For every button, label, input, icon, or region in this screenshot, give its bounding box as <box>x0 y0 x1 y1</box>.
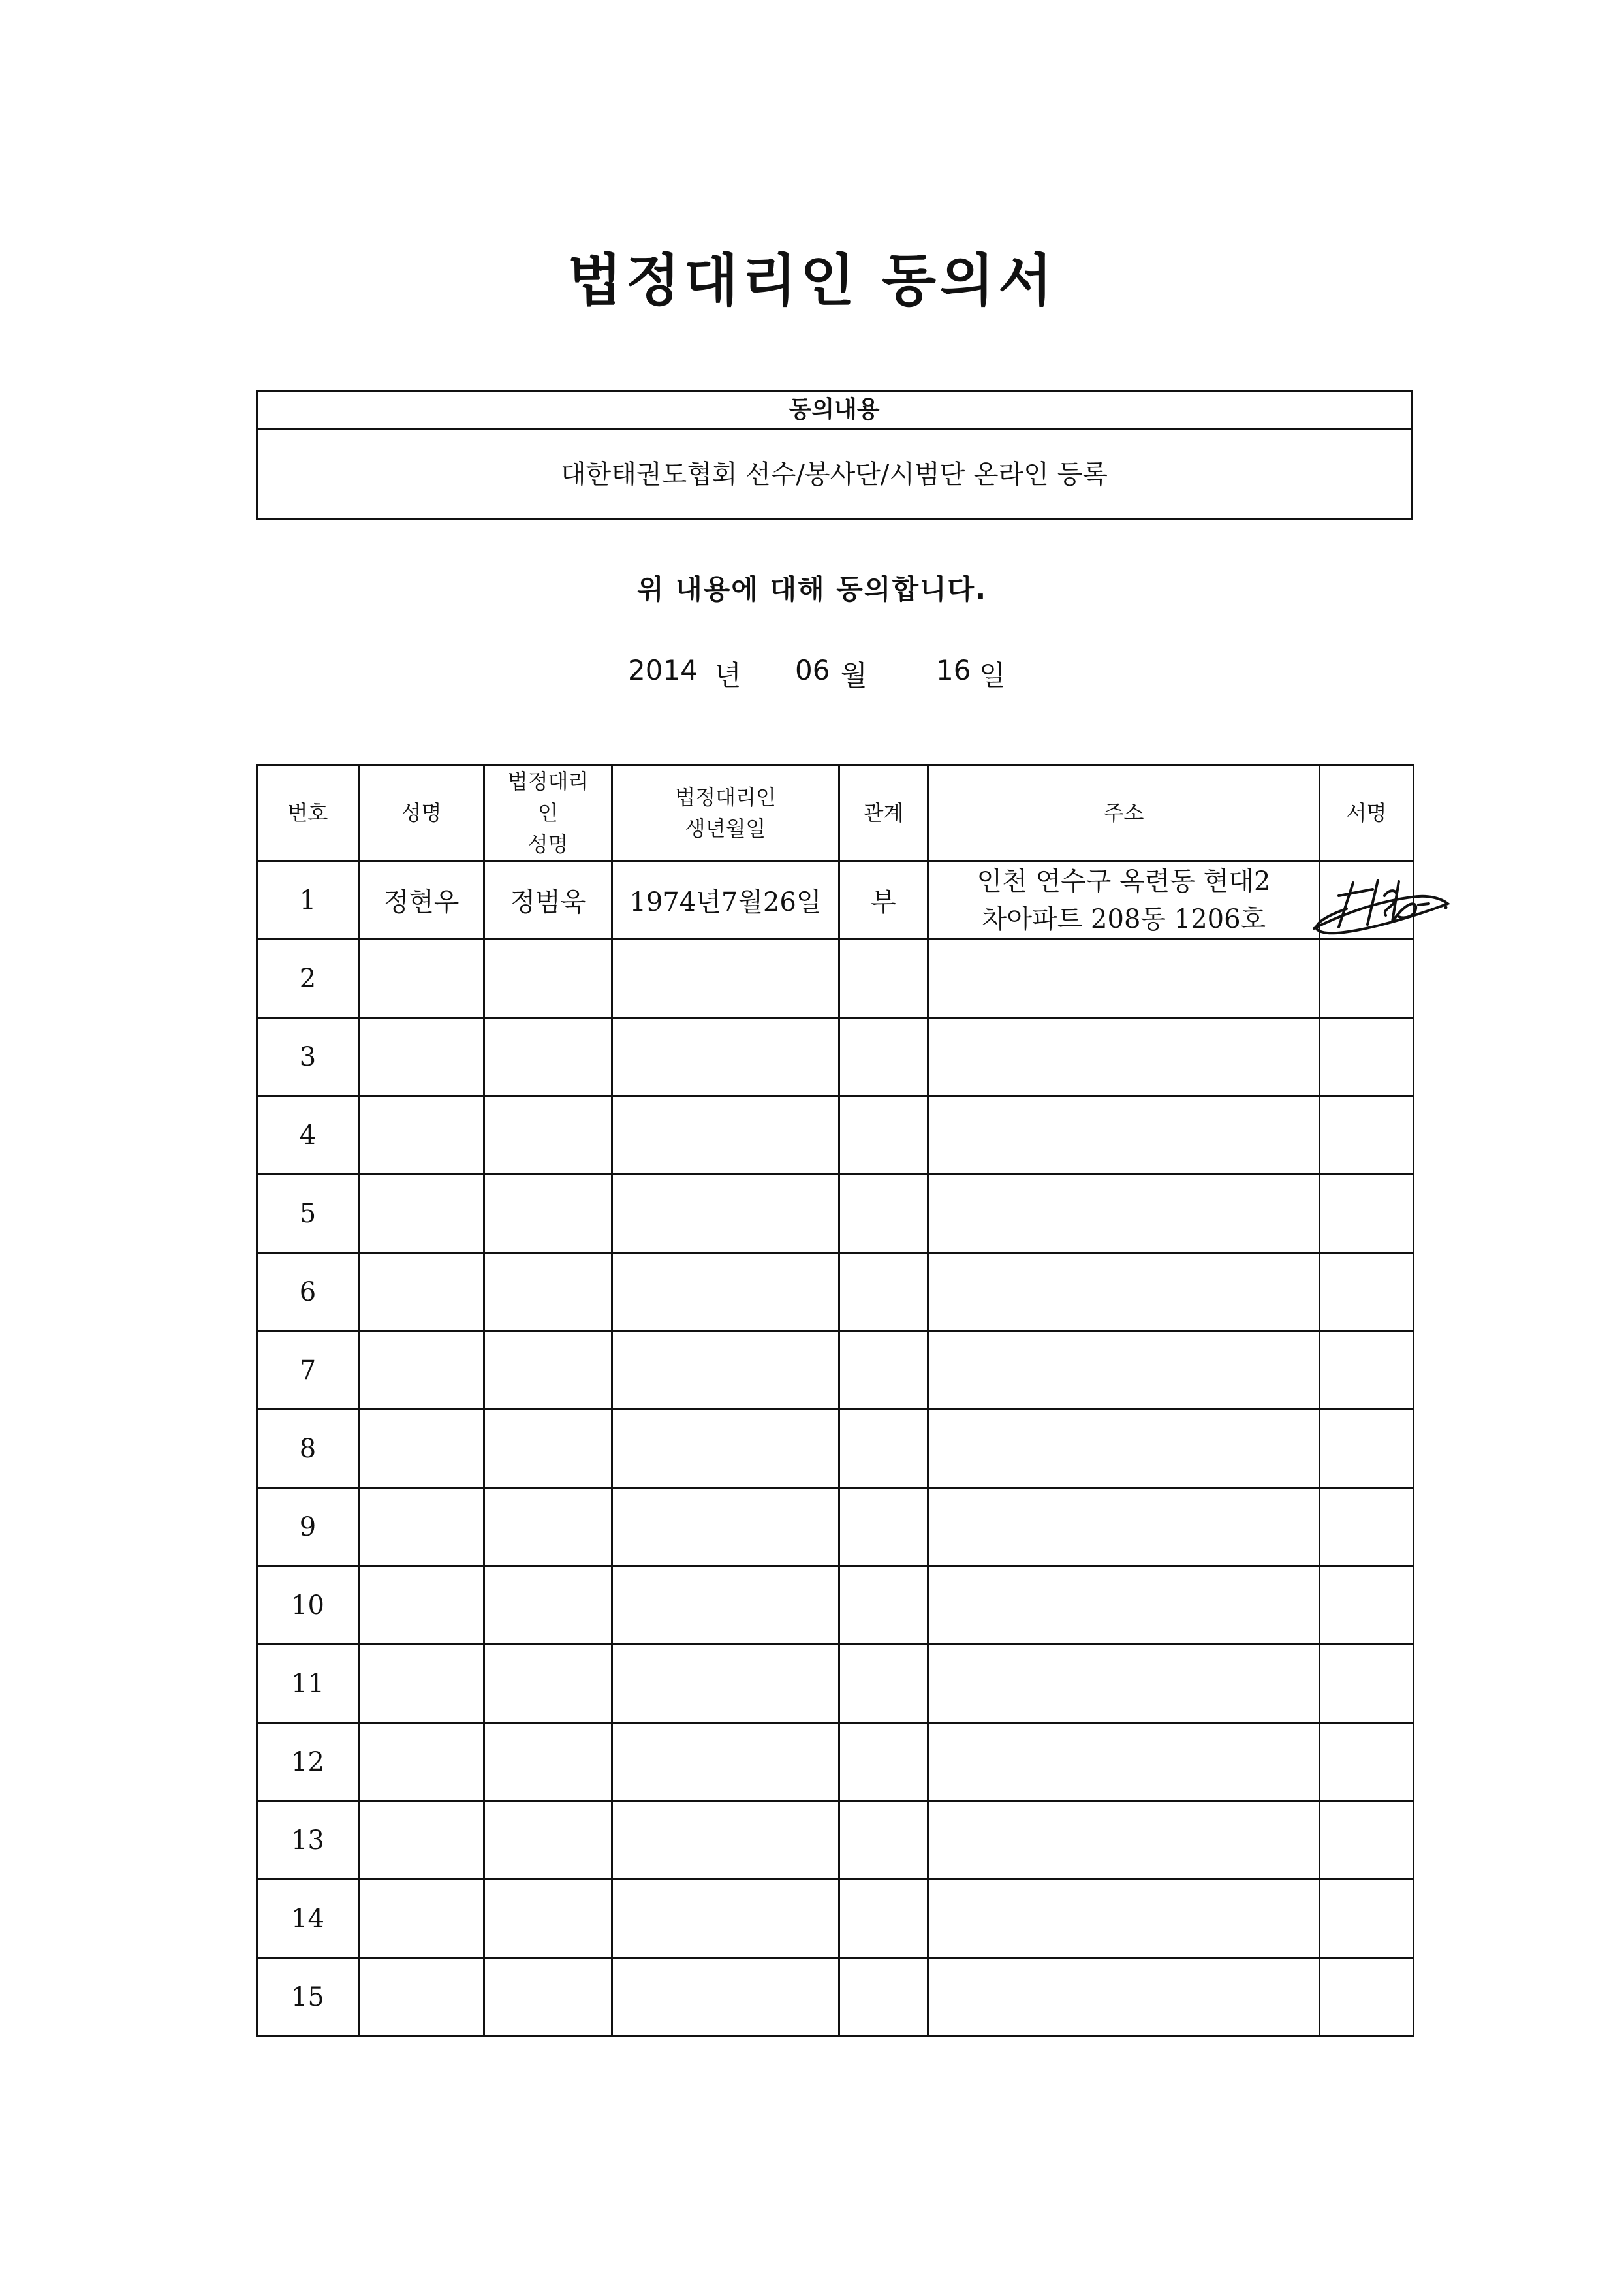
header-guardian-name-line1: 법정대리 <box>507 769 589 794</box>
date-year: 2014 <box>628 654 698 686</box>
table-row <box>257 1096 1414 1175</box>
cell-signature <box>1320 1958 1414 2036</box>
consent-body: 대한태권도협회 선수/봉사단/시범단 온라인 등록 <box>561 460 1108 490</box>
cell-name <box>359 1253 484 1331</box>
cell-address <box>928 1801 1320 1880</box>
cell-guardian-birth <box>612 1488 839 1566</box>
cell-signature <box>1320 1880 1414 1958</box>
cell-address <box>928 1331 1320 1410</box>
cell-address <box>928 1018 1320 1096</box>
cell-relation <box>839 1096 928 1175</box>
cell-name <box>359 1175 484 1253</box>
cell-name: 정현우 <box>359 861 484 940</box>
cell-relation <box>839 1880 928 1958</box>
cell-name <box>359 1488 484 1566</box>
date-day: 16 <box>936 654 971 686</box>
cell-address <box>928 1488 1320 1566</box>
table-row <box>257 1488 1414 1566</box>
table-row <box>257 1566 1414 1645</box>
cell-no: 1 <box>257 861 359 940</box>
cell-signature <box>1320 940 1414 1018</box>
cell-relation <box>839 1331 928 1410</box>
table-row <box>257 1723 1414 1801</box>
cell-name <box>359 1096 484 1175</box>
cell-relation <box>839 1645 928 1723</box>
cell-signature <box>1320 1645 1414 1723</box>
cell-guardian-name <box>484 1253 612 1331</box>
cell-guardian-birth <box>612 1880 839 1958</box>
cell-no: 6 <box>257 1253 359 1331</box>
cell-relation <box>839 1566 928 1645</box>
address-line2: 차아파트 208동 1206호 <box>981 904 1266 934</box>
cell-relation <box>839 1801 928 1880</box>
cell-guardian-birth <box>612 1801 839 1880</box>
cell-signature <box>1320 1801 1414 1880</box>
table-row <box>257 1331 1414 1410</box>
cell-guardian-name <box>484 1958 612 2036</box>
table-row <box>257 1880 1414 1958</box>
address-line1: 인천 연수구 옥련동 현대2 <box>976 866 1271 896</box>
cell-no: 7 <box>257 1331 359 1410</box>
cell-signature <box>1320 1018 1414 1096</box>
consent-header: 동의내용 <box>258 392 1411 430</box>
cell-relation <box>839 1488 928 1566</box>
header-guardian-name-line3: 성명 <box>527 832 569 857</box>
cell-guardian-birth <box>612 1096 839 1175</box>
cell-guardian-birth <box>612 1331 839 1410</box>
header-no: 번호 <box>257 765 359 861</box>
cell-guardian-name <box>484 940 612 1018</box>
cell-relation <box>839 1018 928 1096</box>
cell-no: 5 <box>257 1175 359 1253</box>
cell-no: 9 <box>257 1488 359 1566</box>
cell-name <box>359 1018 484 1096</box>
header-guardian-birth-line1: 법정대리인 <box>675 785 776 810</box>
cell-guardian-birth <box>612 1175 839 1253</box>
cell-guardian-name <box>484 1410 612 1488</box>
cell-guardian-birth <box>612 1566 839 1645</box>
cell-no: 14 <box>257 1880 359 1958</box>
agreement-statement: 위 내용에 대해 동의합니다. <box>636 573 988 605</box>
cell-guardian-name <box>484 1175 612 1253</box>
cell-address <box>928 1175 1320 1253</box>
cell-name <box>359 1880 484 1958</box>
table-row <box>257 1645 1414 1723</box>
cell-address <box>928 940 1320 1018</box>
cell-name <box>359 1801 484 1880</box>
cell-signature <box>1320 1488 1414 1566</box>
registration-table <box>256 764 1414 2037</box>
cell-address <box>928 1253 1320 1331</box>
table-header-row <box>257 765 1414 861</box>
table-row <box>257 1801 1414 1880</box>
table-row <box>257 1410 1414 1488</box>
cell-relation <box>839 1175 928 1253</box>
cell-no: 15 <box>257 1958 359 2036</box>
cell-name <box>359 1723 484 1801</box>
cell-signature <box>1320 1410 1414 1488</box>
cell-guardian-name <box>484 1880 612 1958</box>
cell-no: 12 <box>257 1723 359 1801</box>
table-row <box>257 1253 1414 1331</box>
cell-relation <box>839 1253 928 1331</box>
cell-signature <box>1320 1331 1414 1410</box>
cell-name <box>359 940 484 1018</box>
cell-no: 13 <box>257 1801 359 1880</box>
cell-name <box>359 1645 484 1723</box>
cell-guardian-name <box>484 1096 612 1175</box>
cell-no: 2 <box>257 940 359 1018</box>
date-month-unit: 월 <box>841 659 867 691</box>
cell-signature <box>1320 861 1414 940</box>
cell-guardian-birth <box>612 1018 839 1096</box>
cell-guardian-name: 정범욱 <box>484 861 612 940</box>
cell-address <box>928 1410 1320 1488</box>
cell-address <box>928 1723 1320 1801</box>
table-row <box>257 1958 1414 2036</box>
cell-guardian-birth <box>612 1253 839 1331</box>
cell-guardian-birth: 1974년7월26일 <box>612 861 839 940</box>
table-row <box>257 861 1414 940</box>
date-year-unit: 년 <box>715 659 742 691</box>
header-guardian-name-line2: 인 <box>538 800 558 825</box>
cell-guardian-name <box>484 1488 612 1566</box>
table-row <box>257 1175 1414 1253</box>
cell-guardian-name <box>484 1645 612 1723</box>
document-title: 법정대리인 동의서 <box>567 247 1057 313</box>
consent-box <box>256 390 1413 520</box>
cell-name <box>359 1566 484 1645</box>
cell-name <box>359 1410 484 1488</box>
cell-address <box>928 1958 1320 2036</box>
cell-no: 3 <box>257 1018 359 1096</box>
date-day-unit: 일 <box>979 659 1006 691</box>
cell-signature <box>1320 1566 1414 1645</box>
cell-no: 10 <box>257 1566 359 1645</box>
cell-address <box>928 1880 1320 1958</box>
cell-signature <box>1320 1175 1414 1253</box>
cell-name <box>359 1331 484 1410</box>
cell-guardian-name <box>484 1723 612 1801</box>
date-month: 06 <box>795 654 830 686</box>
cell-no: 11 <box>257 1645 359 1723</box>
cell-guardian-name <box>484 1331 612 1410</box>
cell-guardian-birth <box>612 1723 839 1801</box>
cell-relation <box>839 1958 928 2036</box>
header-address: 주소 <box>928 765 1320 861</box>
cell-guardian-name <box>484 1566 612 1645</box>
cell-no: 4 <box>257 1096 359 1175</box>
header-relation: 관계 <box>839 765 928 861</box>
cell-name <box>359 1958 484 2036</box>
table-row <box>257 1018 1414 1096</box>
cell-guardian-name <box>484 1801 612 1880</box>
header-guardian-name <box>484 765 612 861</box>
date-line <box>0 654 1624 693</box>
cell-relation <box>839 1723 928 1801</box>
cell-address <box>928 861 1320 940</box>
cell-relation: 부 <box>839 861 928 940</box>
header-guardian-birth <box>612 765 839 861</box>
cell-relation <box>839 940 928 1018</box>
cell-signature <box>1320 1096 1414 1175</box>
cell-address <box>928 1645 1320 1723</box>
cell-guardian-birth <box>612 1645 839 1723</box>
header-guardian-birth-line2: 생년월일 <box>685 816 766 841</box>
cell-guardian-name <box>484 1018 612 1096</box>
signature-mark <box>1301 857 1458 948</box>
header-signature: 서명 <box>1320 765 1414 861</box>
cell-guardian-birth <box>612 940 839 1018</box>
cell-guardian-birth <box>612 1958 839 2036</box>
cell-signature <box>1320 1253 1414 1331</box>
table-row <box>257 940 1414 1018</box>
cell-relation <box>839 1410 928 1488</box>
cell-no: 8 <box>257 1410 359 1488</box>
cell-signature <box>1320 1723 1414 1801</box>
cell-address <box>928 1566 1320 1645</box>
cell-guardian-birth <box>612 1410 839 1488</box>
cell-address <box>928 1096 1320 1175</box>
header-name: 성명 <box>359 765 484 861</box>
